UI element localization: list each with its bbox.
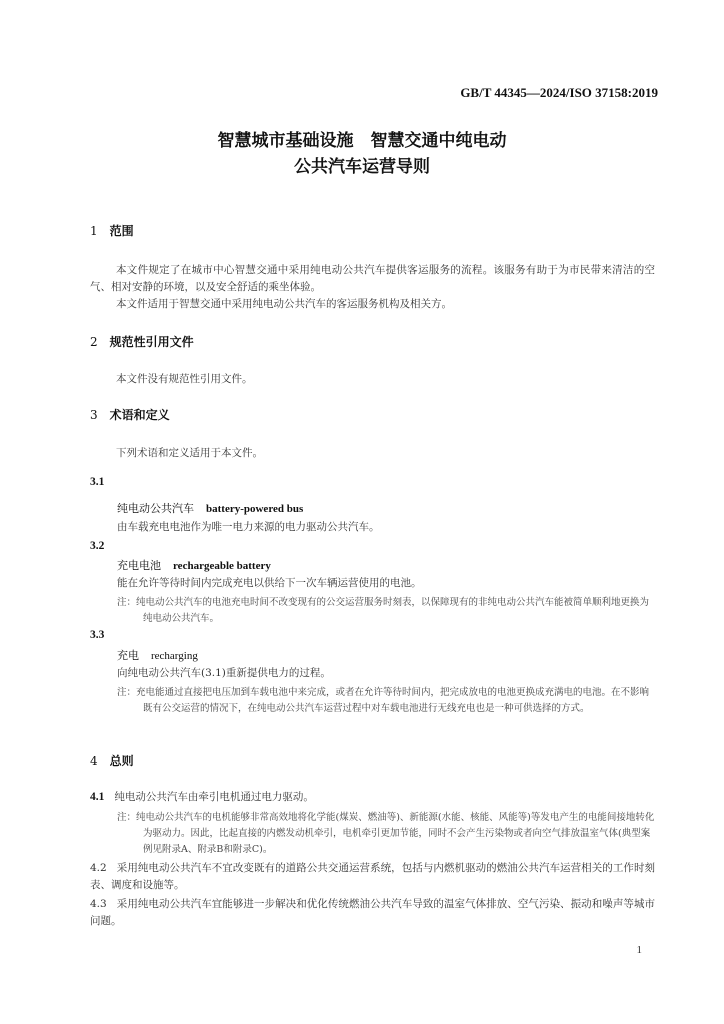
note-text: 注：充电能通过直接把电压加到车载电池中来完成，或者在允许等待时间内，把完成放电的电池更换成充满电的电池。在不影响既有公交运营的情况下，在纯电动公共汽车运营过程中对车载电池进行无线充电也是一种可供选择的方式。 [117,687,650,714]
term-zh: 充电电池 [117,559,161,572]
clause-text: 纯电动公共汽车由牵引电机通过电力驱动。 [114,791,314,803]
scope-paragraph-2: 本文件适用于智慧交通中采用纯电动公共汽车的客运服务机构及相关方。 [116,298,452,310]
section-3-heading [90,406,170,423]
term-3-2-note [117,595,657,627]
term-3-3-note [117,685,657,717]
term-3-2 [117,557,271,573]
clause-number: 4.1 [90,791,105,803]
term-3-1-definition: 由车载充电电池作为唯一电力来源的电力驱动公共汽车。 [117,521,380,533]
note-text: 注：纯电动公共汽车的电池充电时间不改变现有的公交运营服务时刻表，以保障现有的非纯电动公共汽车能被简单顺利地更换为纯电动公共汽车。 [117,597,650,624]
section-2-heading [90,333,194,350]
clause-text: 采用纯电动公共汽车宜能够进一步解决和优化传统燃油公共汽车导致的温室气体排放、空气污染、振动和噪声等城市问题。 [90,898,655,927]
clause-4-2 [90,860,655,894]
term-3-3 [117,647,198,663]
section-title: 规范性引用文件 [109,335,194,349]
term-3-3-definition: 向纯电动公共汽车(3.1)重新提供电力的过程。 [117,667,331,679]
clause-3-2-number: 3.2 [90,540,105,552]
title-line-1: 智慧城市基础设施 智慧交通中纯电动 [217,131,507,151]
section-title: 术语和定义 [109,408,170,422]
clause-4-1-note [117,810,657,858]
section-1-heading [90,222,134,239]
term-zh: 充电 [117,649,139,662]
terms-intro-paragraph: 下列术语和定义适用于本文件。 [116,447,263,459]
section-number: 3 [90,408,98,422]
term-zh: 纯电动公共汽车 [117,502,194,515]
term-en: battery-powered bus [206,503,304,515]
standard-number: GB/T 44345—2024/ISO 37158:2019 [460,85,658,100]
term-en: rechargeable battery [173,560,271,572]
section-number: 2 [90,335,98,349]
section-title: 总则 [109,754,134,768]
section-4-heading [90,752,134,769]
clause-text: 采用纯电动公共汽车不宜改变既有的道路公共交通运营系统，包括与内燃机驱动的燃油公共汽车运营相关的工作时刻表、调度和设施等。 [90,862,655,891]
clause-number: 4.2 [90,862,107,874]
section-number: 4 [90,754,98,768]
section-title: 范围 [109,224,134,238]
normative-references-paragraph: 本文件没有规范性引用文件。 [116,373,253,385]
term-3-1 [117,500,303,516]
clause-number: 4.3 [90,898,107,910]
clause-4-1 [90,789,655,804]
document-title [0,128,724,180]
title-line-2: 公共汽车运营导则 [294,157,430,177]
scope-paragraph-1: 本文件规定了在城市中心智慧交通中采用纯电动公共汽车提供客运服务的流程。该服务有助于为市民带来清洁的空气、相对安静的环境，以及安全舒适的乘坐体验。 [90,264,655,293]
clause-3-1-number: 3.1 [90,476,105,488]
page-number: 1 [636,944,642,956]
term-3-2-definition: 能在允许等待时间内完成充电以供给下一次车辆运营使用的电池。 [117,577,422,589]
term-en: recharging [151,650,198,662]
note-text: 注：纯电动公共汽车的电机能够非常高效地将化学能(煤炭、燃油等)、新能源(水能、核能、风能等)等发电产生的电能间接地转化为驱动力。因此，比起直接的内燃发动机牵引，电机牵引更加节能，同时不会产生污染物或者向空气排放温室气体(典型案例见附录A、附录B和附录C)。 [117,812,655,855]
section-number: 1 [90,224,98,238]
clause-4-3 [90,896,655,930]
clause-3-3-number: 3.3 [90,629,105,641]
